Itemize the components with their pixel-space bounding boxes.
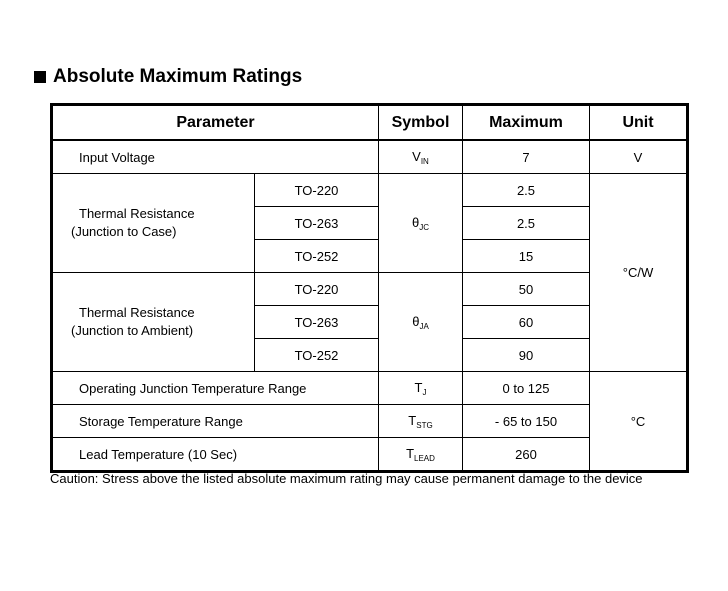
section-title: Absolute Maximum Ratings (53, 66, 303, 87)
max-storage-temp: - 65 to 150 (463, 405, 590, 438)
table-row (52, 372, 688, 405)
header-maximum: Maximum (463, 105, 590, 141)
symbol-vin: $V_{IN}$ (379, 140, 463, 174)
max-operating-temp: 0 to 125 (463, 372, 590, 405)
param-operating-temp: Operating Junction Temperature Range (52, 372, 379, 405)
param-thermal-ja (52, 273, 255, 372)
param-thermal-ja-line1: Thermal Resistance (79, 305, 195, 320)
symbol-theta-jc: $\theta_{JC}$ (379, 174, 463, 273)
unit-temperature: °C (590, 372, 688, 472)
square-bullet-icon (34, 71, 46, 83)
unit-input-voltage: V (590, 140, 688, 174)
package-cell: TO-220 (255, 273, 379, 306)
table-row (52, 140, 688, 174)
symbol-tlead: $T_{LEAD}$ (379, 438, 463, 472)
max-cell: 2.5 (463, 174, 590, 207)
max-cell: 60 (463, 306, 590, 339)
max-input-voltage: 7 (463, 140, 590, 174)
caution-note: Caution: Stress above the listed absolute maximum rating may cause permanent damage to the device (50, 471, 643, 486)
package-cell: TO-252 (255, 240, 379, 273)
param-thermal-jc-line1: Thermal Resistance (79, 206, 195, 221)
max-cell: 15 (463, 240, 590, 273)
section-heading (34, 64, 302, 90)
header-parameter: Parameter (52, 105, 379, 141)
symbol-tj: $T_J$ (379, 372, 463, 405)
package-cell: TO-252 (255, 339, 379, 372)
absolute-maximum-ratings-table (50, 103, 689, 473)
table-row (52, 174, 688, 207)
param-thermal-jc-line2: (Junction to Case) (71, 224, 177, 239)
max-lead-temp: 260 (463, 438, 590, 472)
header-symbol: Symbol (379, 105, 463, 141)
max-cell: 2.5 (463, 207, 590, 240)
package-cell: TO-220 (255, 174, 379, 207)
package-cell: TO-263 (255, 306, 379, 339)
symbol-tstg: $T_{STG}$ (379, 405, 463, 438)
symbol-theta-ja: $\theta_{JA}$ (379, 273, 463, 372)
max-cell: 90 (463, 339, 590, 372)
package-cell: TO-263 (255, 207, 379, 240)
max-cell: 50 (463, 273, 590, 306)
header-unit: Unit (590, 105, 688, 141)
param-input-voltage: Input Voltage (52, 140, 379, 174)
table-header-row (52, 105, 688, 141)
param-thermal-jc (52, 174, 255, 273)
param-lead-temp: Lead Temperature (10 Sec) (52, 438, 379, 472)
param-storage-temp: Storage Temperature Range (52, 405, 379, 438)
unit-thermal: °C/W (590, 174, 688, 372)
param-thermal-ja-line2: (Junction to Ambient) (71, 323, 194, 338)
